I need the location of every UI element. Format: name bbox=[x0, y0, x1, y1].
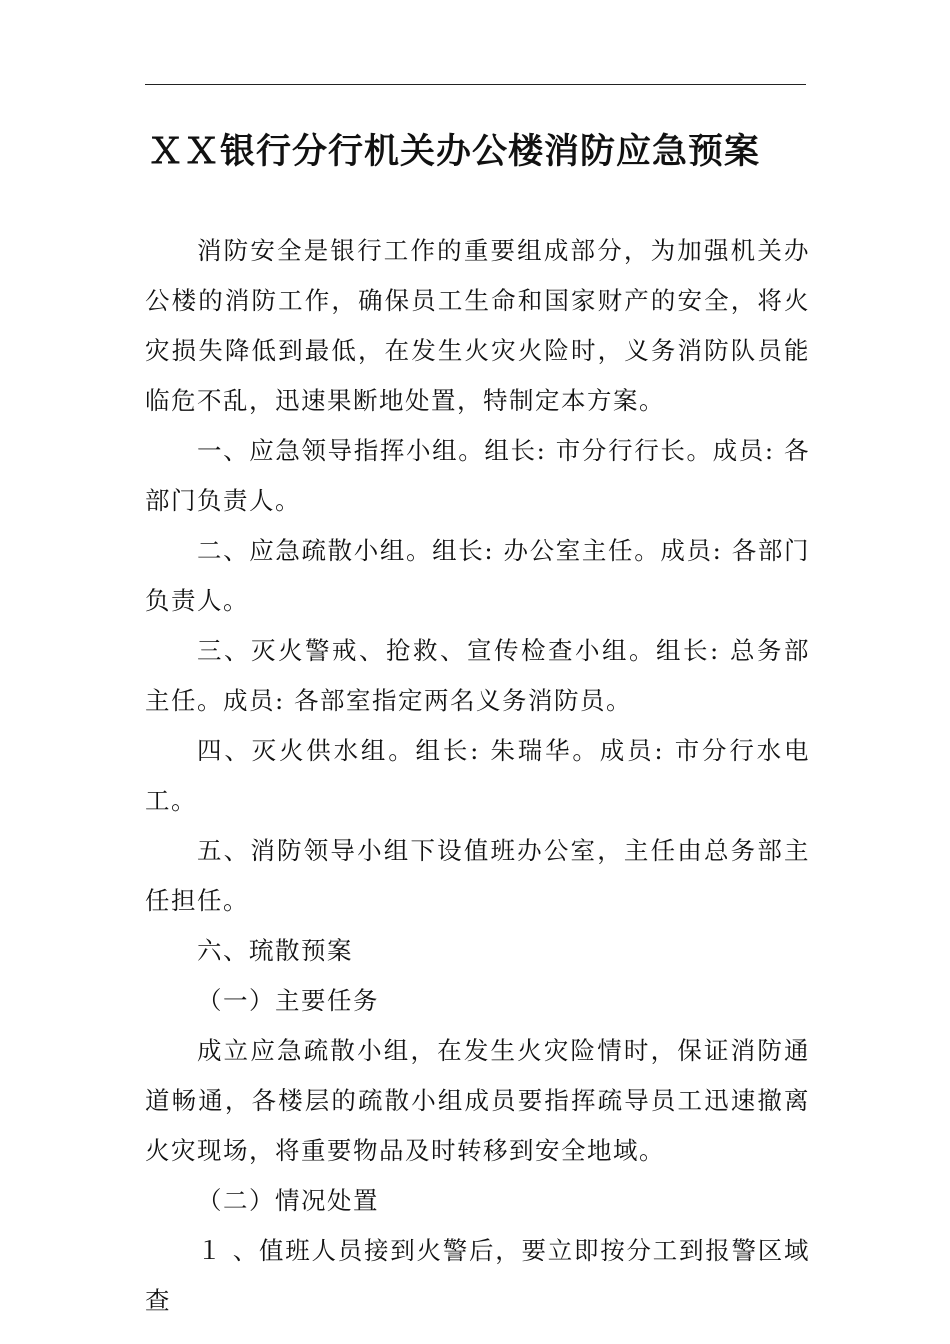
situation-item-1: １ 、值班人员接到火警后，要立即按分工到报警区域查 bbox=[145, 1236, 810, 1315]
section-evacuation-group: 二、应急疏散小组。组长: 办公室主任。成员: 各部门负责人。 bbox=[145, 536, 810, 615]
section-evacuation-plan-heading: 六、琉散预案 bbox=[197, 936, 353, 965]
intro-paragraph: 消防安全是银行工作的重要组成部分，为加强机关办公楼的消防工作，确保员工生命和国家财产的安全，将火灾损失降低到最低，在发生火灾火险时，义务消防队员能临危不乱，迅速果断地处置，特制定本方案。 bbox=[145, 236, 810, 415]
subsection-situation-handling-heading: （二）情况处置 bbox=[197, 1186, 379, 1215]
subsection-main-tasks-heading: （一）主要任务 bbox=[197, 986, 379, 1015]
main-tasks-paragraph: 成立应急疏散小组，在发生火灾险情时，保证消防通道畅通，各楼层的疏散小组成员要指挥疏导员工迅速撤离火灾现场，将重要物品及时转移到安全地域。 bbox=[145, 1036, 810, 1165]
section-duty-office: 五、消防领导小组下设值班办公室，主任由总务部主任担任。 bbox=[145, 836, 810, 915]
document-body bbox=[145, 226, 810, 1326]
header-rule bbox=[145, 84, 806, 85]
section-leadership-group: 一、应急领导指挥小组。组长: 市分行行长。成员: 各部门负责人。 bbox=[145, 436, 810, 515]
section-water-supply-group: 四、灭火供水组。组长: 朱瑞华。成员: 市分行水电工。 bbox=[145, 736, 810, 815]
section-firefighting-group: 三、灭火警戒、抢救、宣传检查小组。组长: 总务部主任。成员: 各部室指定两名义务消防员。 bbox=[145, 636, 810, 715]
document-title: ＸＸ银行分行机关办公楼消防应急预案 bbox=[148, 131, 761, 172]
